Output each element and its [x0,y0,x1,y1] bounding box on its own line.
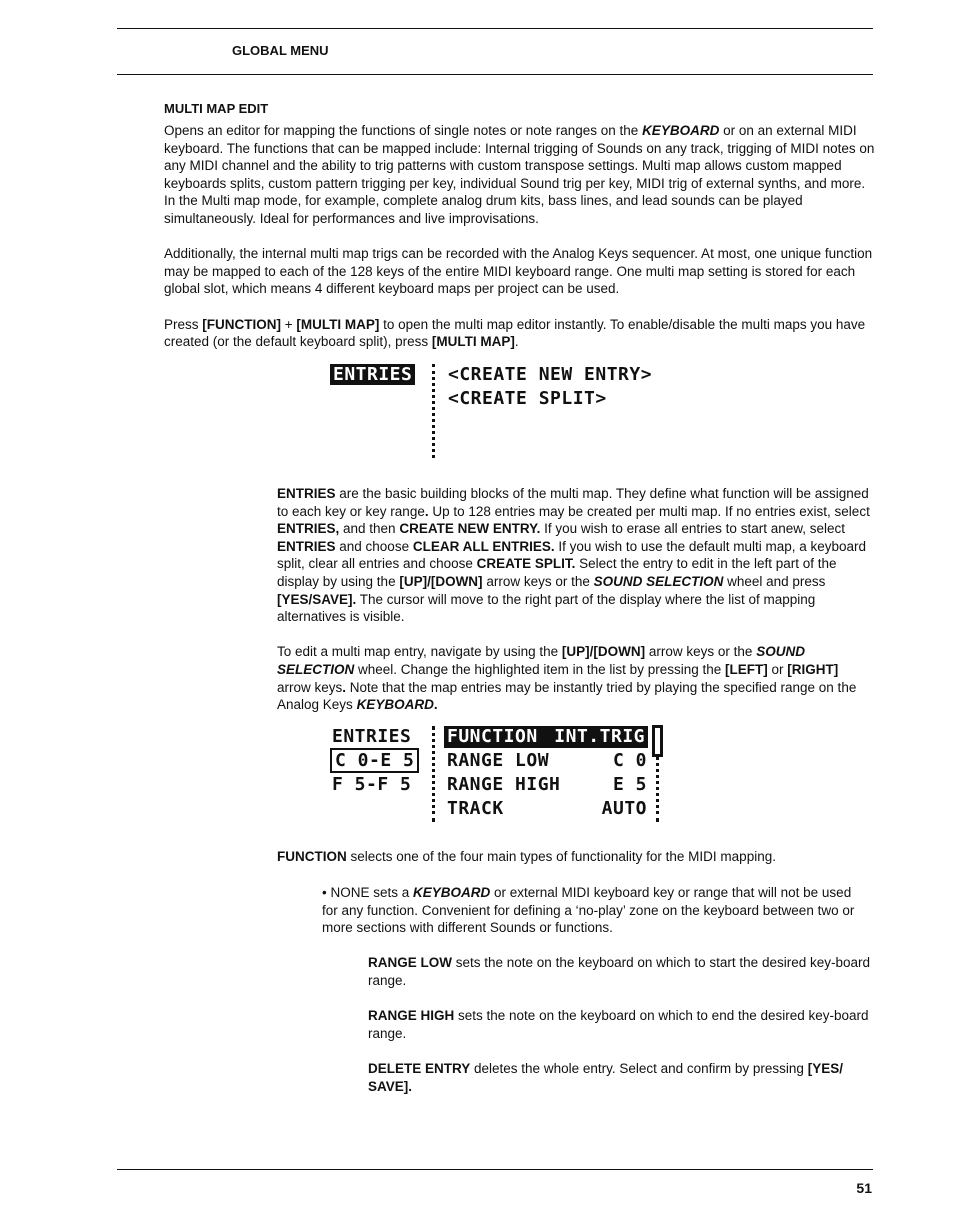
header-bottom-rule [117,74,873,75]
header-top-rule [117,28,873,29]
lcd-divider-right [656,756,659,822]
lcd-range-high-value: E 5 [612,774,647,795]
lcd-entry-selected: C 0-E 5 [332,750,417,771]
lcd-create-new-entry: <CREATE NEW ENTRY> [448,364,653,385]
function-description: FUNCTION selects one of the four main types of functionality for the MIDI mapping. [277,849,776,864]
footer-rule [117,1169,873,1170]
lcd-scrollbar-icon [652,725,663,757]
intro-paragraph-1: Opens an editor for mapping the functions of single notes or note ranges on the KEYBOARD or on an external MIDI keyboard. The functions that can be mapped include: Internal trigging of Sounds on any track, trigging of MIDI notes on any MIDI channel and the ability to trig patterns with custom transpose settings. Multi map allows custom mapped keyboards splits, custom pattern trigging per key, individual Sound trig per key, MIDI trig of external synths, and more. In the Multi map mode, for example, complete analog drum kits, bass lines, and lead sounds can be played simultaneously. Ideal for performances and live improvisations. [164,123,875,226]
edit-description: To edit a multi map entry, navigate by using the [UP]/[DOWN] arrow keys or the SOUND SELECTION wheel. Change the highlighted item in the list by pressing the [LEFT] or [RIGHT] arrow keys. Note that the map entries may be instantly tried by playing the specified range on the Analog Keys KEYBOARD. [277,644,857,713]
none-bullet: • NONE sets a KEYBOARD or external MIDI keyboard key or range that will not be used for any function. Convenient for defining a ‘no-play’ zone on the keyboard between two or more sections with different Sounds or functions. [322,885,855,936]
delete-entry-description: DELETE ENTRY deletes the whole entry. Select and confirm by pressing [YES/ SAVE]. [368,1061,843,1094]
lcd-range-low-label: RANGE LOW [447,750,550,771]
intro-paragraph-2: Additionally, the internal multi map trigs can be recorded with the Analog Keys sequencer. At most, one unique function may be mapped to each of the 128 keys of the entire MIDI keyboard range. One multi map setting is stored for each global slot, which means 4 different keyboard maps per project can be used. [164,246,873,297]
lcd-function-value: INT.TRIG [554,726,645,747]
lcd-screen-entries [322,358,667,462]
entries-description: ENTRIES are the basic building blocks of the multi map. They define what function will be assigned to each key or key range. Up to 128 entries may be created per multi map. If no entries exist, select ENTRIES, and then CREATE NEW ENTRY. If you wish to erase all entries to start anew, select ENTRIES and choose CLEAR ALL ENTRIES. If you wish to use the default multi map, a keyboard split, clear all entries and choose CREATE SPLIT. Select the entry to edit in the left part of the display by using the [UP]/[DOWN] arrow keys or the SOUND SELECTION wheel and press [YES/SAVE]. The cursor will move to the right part of the display where the list of mapping alternatives is visible. To edit a multi map entry, navigate by using the [UP]/[DOWN] arrow keys or the SOUND SELECTION wheel. Change the highlighted item in the list by pressing the [LEFT] or [RIGHT] arrow keys. Note that the map entries may be instantly tried by playing the specified range on the Analog Keys KEYBOARD. [277,485,873,714]
lcd-divider-left [432,726,435,822]
intro-text [164,122,876,351]
lcd-entries-title: ENTRIES [332,726,412,747]
lcd-entry-item: F 5-F 5 [332,774,412,795]
lcd-create-split: <CREATE SPLIT> [448,388,607,409]
range-low-description: RANGE LOW sets the note on the keyboard on which to start the desired key-board range. [368,955,870,988]
lcd-entries-label: ENTRIES [330,364,415,385]
header-title: GLOBAL MENU [232,43,329,58]
lcd-screen-entry-edit [322,722,667,826]
lcd-range-low-value: C 0 [612,750,647,771]
range-high-description: RANGE HIGH sets the note on the keyboard on which to end the desired key-board range. [368,1008,869,1041]
lcd-function-label: FUNCTION [447,726,538,747]
page-number: 51 [856,1180,872,1196]
intro-paragraph-3: Press [FUNCTION] + [MULTI MAP] to open the multi map editor instantly. To enable/disable the multi maps you have created (or the default keyboard split), press [MULTI MAP]. [164,316,866,350]
lcd-range-high-label: RANGE HIGH [447,774,561,795]
lcd-track-label: TRACK [447,798,504,819]
lcd-divider [432,364,435,458]
lcd-track-value: AUTO [601,798,647,819]
section-title: MULTI MAP EDIT [164,101,269,116]
